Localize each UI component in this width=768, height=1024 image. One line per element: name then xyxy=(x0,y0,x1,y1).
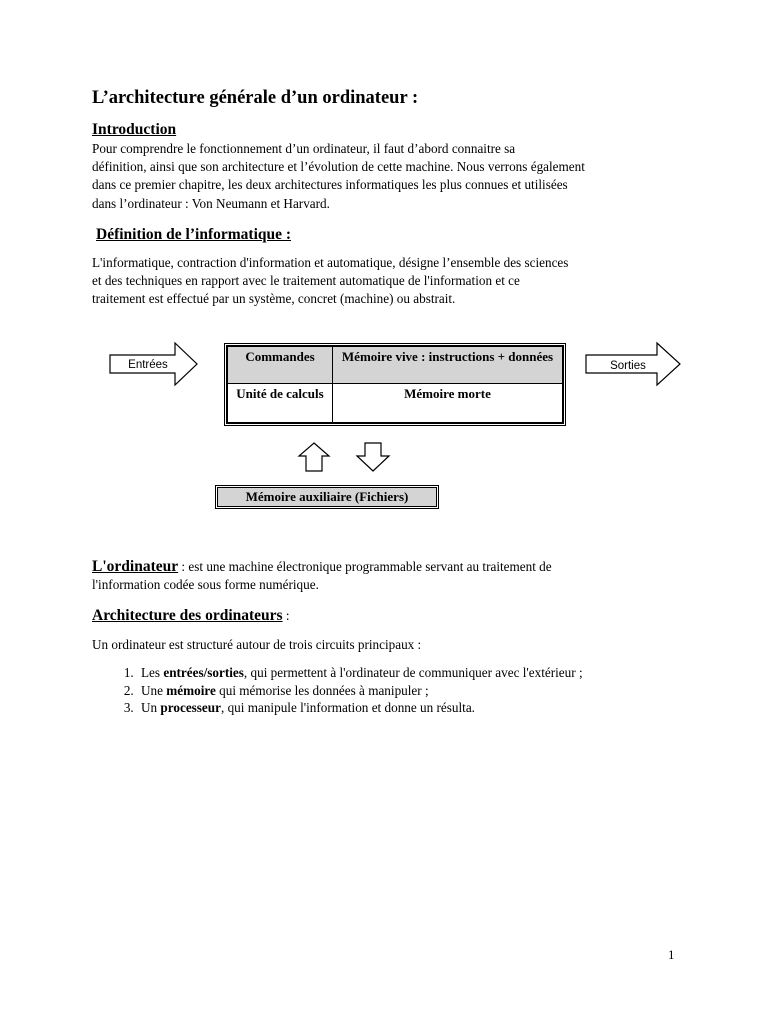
ordinateur-paragraph xyxy=(92,558,712,594)
architecture-table xyxy=(226,345,564,424)
item-text: qui mémorise les données à manipuler ; xyxy=(215,682,429,698)
architecture-heading-line xyxy=(92,607,290,625)
output-arrow-label: Sorties xyxy=(610,360,646,372)
item-keyword: mémoire xyxy=(166,682,216,698)
item-keyword: processeur xyxy=(160,700,221,715)
memoire-vive-cell: Mémoire vive : instructions + données xyxy=(333,347,562,384)
unite-calcul-cell: Unité de calculs xyxy=(228,384,333,422)
list-item xyxy=(137,699,583,717)
item-prefix: Une xyxy=(141,682,167,698)
item-keyword: entrées/sorties xyxy=(163,665,244,680)
introduction-heading: Introduction xyxy=(92,121,177,138)
item-prefix: Un xyxy=(141,700,161,715)
list-item xyxy=(137,664,583,682)
ordinateur-term: L'ordinateur xyxy=(92,558,179,575)
item-prefix: Les xyxy=(141,665,164,680)
paragraph-line: traitement est effectué par un système, concret (machine) ou abstrait. xyxy=(92,291,456,307)
input-arrow-label: Entrées xyxy=(128,359,168,371)
list-item xyxy=(137,682,583,700)
paragraph-line: et des techniques en rapport avec le traitement automatique de l'information et ce xyxy=(92,273,520,289)
output-arrow-icon xyxy=(586,343,680,385)
paragraph-line: définition, ainsi que son architecture et l’évolution de cette machine. Nous verrons également xyxy=(92,159,585,175)
circuits-list xyxy=(92,664,583,717)
paragraph-line: dans l’ordinateur : Von Neumann et Harvard. xyxy=(92,195,330,211)
memoire-auxiliaire-box: Mémoire auxiliaire (Fichiers) xyxy=(217,487,437,507)
memoire-morte-cell: Mémoire morte xyxy=(333,384,562,422)
input-arrow-icon xyxy=(110,343,197,385)
architecture-intro: Un ordinateur est structuré autour de trois circuits principaux : xyxy=(92,637,422,652)
paragraph-line: l'information codée sous forme numérique. xyxy=(92,577,319,593)
definition-heading: Définition de l’informatique : xyxy=(96,226,292,243)
table-row xyxy=(228,384,562,422)
table-row xyxy=(228,347,562,384)
commandes-cell: Commandes xyxy=(228,347,333,384)
down-arrow-icon xyxy=(357,443,389,471)
architecture-heading: Architecture des ordinateurs xyxy=(92,607,283,624)
paragraph-line xyxy=(92,558,712,576)
page-number: 1 xyxy=(668,947,675,962)
up-arrow-icon xyxy=(299,443,329,471)
paragraph-line: Pour comprendre le fonctionnement d’un ordinateur, il faut d’abord connaitre sa xyxy=(92,141,516,156)
architecture-heading-suffix: : xyxy=(282,608,290,623)
paragraph-line: L'informatique, contraction d'information et automatique, désigne l’ensemble des sciences xyxy=(92,255,569,270)
page-title: L’architecture générale d’un ordinateur : xyxy=(92,88,419,108)
item-text: , qui permettent à l'ordinateur de communiquer avec l'extérieur ; xyxy=(243,665,583,680)
paragraph-line: dans ce premier chapitre, les deux architectures informatiques les plus connues et utilisées xyxy=(92,177,568,193)
item-text: , qui manipule l'information et donne un résulta. xyxy=(220,700,475,715)
ordinateur-definition: : est une machine électronique programmable servant au traitement de xyxy=(178,559,552,574)
